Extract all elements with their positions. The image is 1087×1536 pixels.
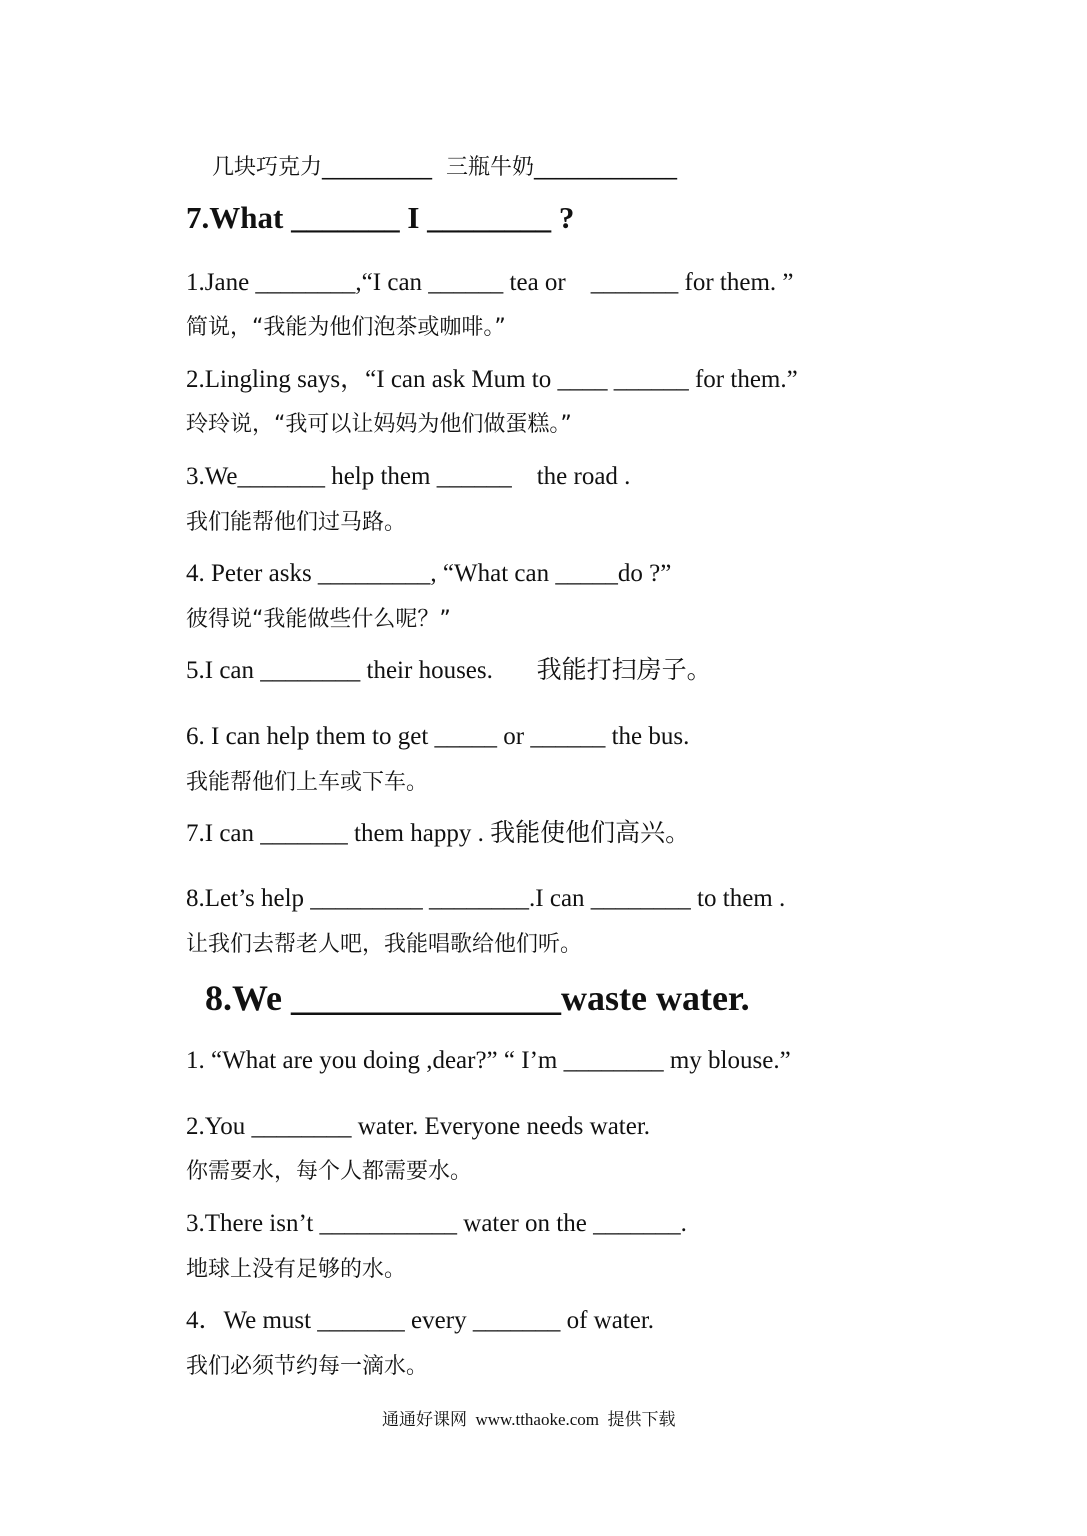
section-7-heading: 7.What _______ I ________ ? — [186, 200, 575, 235]
s7-q6-zh: 我能帮他们上车或下车。 — [186, 770, 429, 795]
s8-q1-en: 1. “What are you doing ,dear?” “ I’m ________ my blouse.” — [186, 1047, 791, 1074]
section-8-heading: 8.We _______________waste water. — [205, 978, 750, 1018]
s8-q3-en: 3.There isn’t ___________ water on the _______. — [186, 1210, 687, 1237]
s7-q8-en: 8.Let’s help _________ ________.I can ________ to them . — [186, 885, 786, 912]
s7-q5-en: 5.I can ________ their houses. 我能打扫房子。 — [186, 657, 712, 684]
s7-q6-en: 6. I can help them to get _____ or ______ the bus. — [186, 723, 690, 750]
s7-q3-zh: 我们能帮他们过马路。 — [186, 510, 407, 535]
top-vocab-line: 几块巧克力__________ 三瓶牛奶_____________ — [212, 155, 677, 180]
s7-q2-zh: 玲玲说，“我可以让妈妈为他们做蛋糕。” — [186, 412, 572, 437]
page-footer: 通通好课网 www.tthaoke.com 提供下载 — [382, 1410, 676, 1429]
s8-q3-zh: 地球上没有足够的水。 — [186, 1257, 407, 1282]
s8-q2-zh: 你需要水，每个人都需要水。 — [186, 1159, 473, 1184]
s7-q2-en: 2.Lingling says，“I can ask Mum to ____ ______ for them.” — [186, 366, 798, 393]
s8-q2-en: 2.You ________ water. Everyone needs water. — [186, 1113, 651, 1140]
s8-q4-en: 4．We must _______ every _______ of water. — [186, 1307, 655, 1334]
s7-q7-en: 7.I can _______ them happy . 我能使他们高兴。 — [186, 820, 691, 847]
s7-q1-en: 1.Jane ________,“I can ______ tea or _______ for them. ” — [186, 269, 794, 296]
s7-q4-zh: 彼得说“我能做些什么呢？” — [186, 607, 451, 632]
s7-q1-zh: 简说，“我能为他们泡茶或咖啡。” — [186, 315, 506, 340]
s7-q8-zh: 让我们去帮老人吧，我能唱歌给他们听。 — [186, 932, 583, 957]
s7-q4-en: 4. Peter asks _________, “What can _____do ?” — [186, 560, 672, 587]
s7-q3-en: 3.We_______ help them ______ the road . — [186, 463, 631, 490]
s8-q4-zh: 我们必须节约每一滴水。 — [186, 1354, 429, 1379]
